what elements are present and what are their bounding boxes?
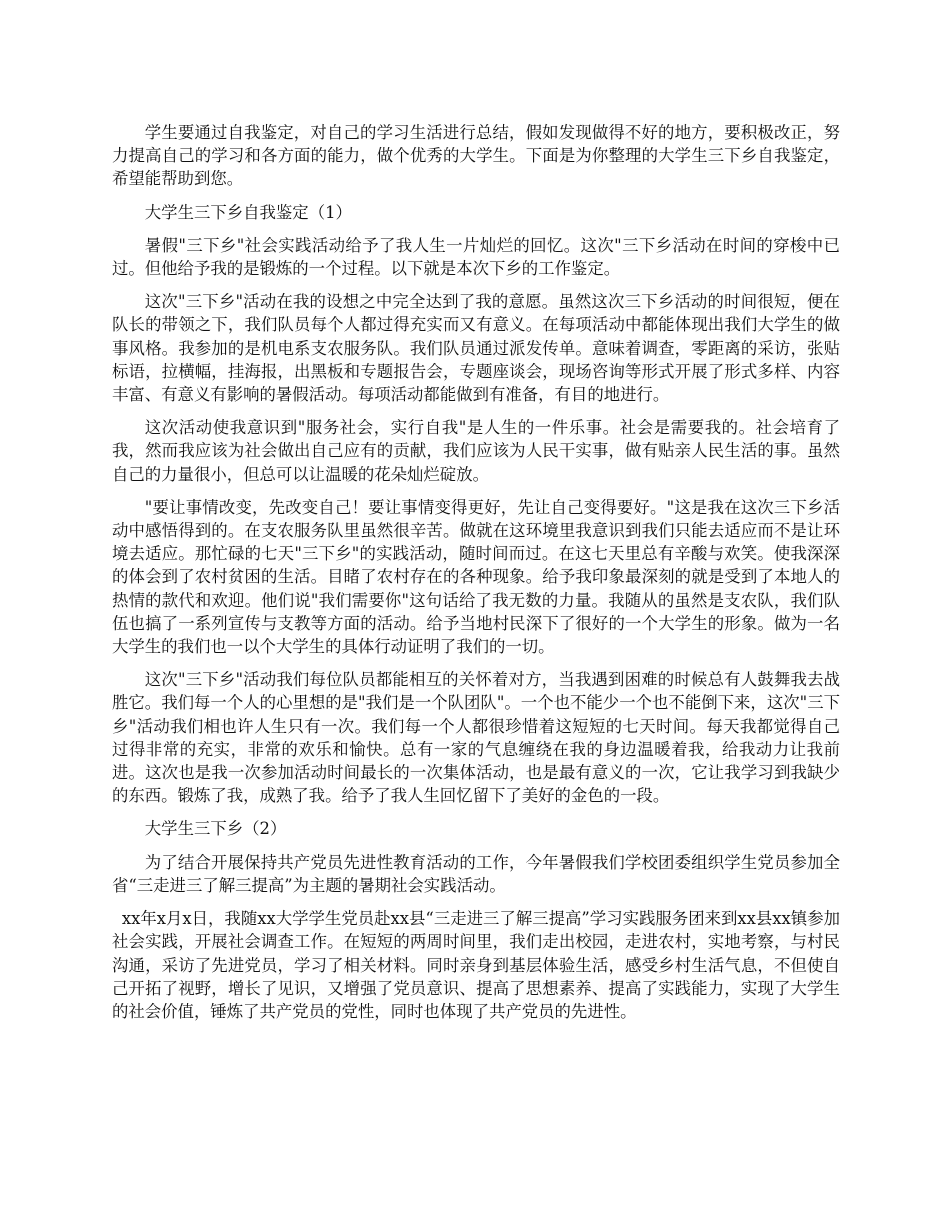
body-paragraph: xx年x月x日，我随xx大学学生党员赴xx县“三走进三了解三提高”学习实践服务团来到xx县xx镇参加社会实践，开展社会调查工作。在短短的两周时间里，我们走出校园，走进农村，实地考察，与村民沟通，采访了先进党员，学习了相关材料。同时亲身到基层体验生活，感受乡村生活气息，不但使自己开拓了视野，增长了见识，又增强了党员意识、提高了思想素养、提高了实践能力，实现了大学生的社会价值，锤炼了共产党员的党性，同时也体现了共产党员的先进性。 (112, 909, 840, 1021)
document-body (112, 121, 840, 1033)
body-paragraph: 这次活动使我意识到"服务社会，实行自我"是人生的一件乐事。社会是需要我的。社会培育了我，然而我应该为社会做出自己应有的贡献，我们应该为人民干实事，做有贴亲人民生活的事。虽然自己的力量很小，但总可以让温暖的花朵灿烂碇放。 (112, 418, 840, 484)
body-paragraph: 这次"三下乡"活动我们每位队员都能相互的关怀着对方，当我遇到困难的时候总有人鼓舞我去战胜它。我们每一个人的心里想的是"我们是一个队团队"。一个也不能少一个也不能倒下来，这次"三下乡"活动我们相也许人生只有一次。我们每一个人都很珍惜着这短短的七天时间。每天我都觉得自己过得非常的充实，非常的欢乐和愉快。总有一家的气息缠绕在我的身边温暖着我，给我动力让我前进。这次也是我一次参加活动时间最长的一次集体活动，也是最有意义的一次，它让我学习到我缺少的东西。锻炼了我，成熟了我。给予了我人生回忆留下了美好的金色的一段。 (112, 670, 840, 806)
body-paragraph: 这次"三下乡"活动在我的设想之中完全达到了我的意愿。虽然这次三下乡活动的时间很短，便在队长的带领之下，我们队员每个人都过得充实而又有意义。在每项活动中都能体现出我们大学生的做事风格。我参加的是机电系支农服务队。我们队员通过派发传单。意味着调查，零距离的采访，张贴标语，拉横幅，挂海报，出黑板和专题报告会，专题座谈会，现场咨询等形式开展了形式多样、内容丰富、有意义有影响的暑假活动。每项活动都能做到有准备，有目的地进行。 (112, 292, 840, 405)
intro-paragraph: 学生要通过自我鉴定，对自己的学习生活进行总结，假如发现做得不好的地方，要积极改正，努力提高自己的学习和各方面的能力，做个优秀的大学生。下面是为你整理的大学生三下乡自我鉴定，希望能帮助到您。 (112, 123, 840, 189)
body-paragraph: "要让事情改变，先改变自己！要让事情变得更好，先让自己变得要好。"这是我在这次三下乡活动中感悟得到的。在支农服务队里虽然很辛苦。做就在这环境里我意识到我们只能去适应而不是让环境去适应。那忙碌的七天"三下乡"的实践活动，随时间而过。在这七天里总有辛酸与欢笑。使我深深的体会到了农村贫困的生活。目睹了农村存在的各种现象。给予我印象最深刻的就是受到了本地人的热情的款代和欢迎。他们说"我们需要你"这句话给了我无数的力量。我随从的虽然是支农队，我们队伍也搞了一系列宣传与支教等方面的活动。给予当地村民深下了很好的一个大学生的形象。做为一名大学生的我们也一以个大学生的具体行动证明了我们的一切。 (112, 497, 840, 657)
body-paragraph: 暑假"三下乡"社会实践活动给予了我人生一片灿烂的回忆。这次"三下乡活动在时间的穿梭中已过。但他给予我的是锻炼的一个过程。以下就是本次下乡的工作鉴定。 (112, 235, 840, 279)
body-paragraph: 为了结合开展保持共产党员先进性教育活动的工作，今年暑假我们学校团委组织学生党员参加全省“三走进三了解三提高”为主题的暑期社会实践活动。 (112, 852, 840, 895)
section-heading-1: 大学生三下乡自我鉴定（1） (144, 202, 352, 222)
section-heading-2: 大学生三下乡（2） (144, 819, 287, 839)
